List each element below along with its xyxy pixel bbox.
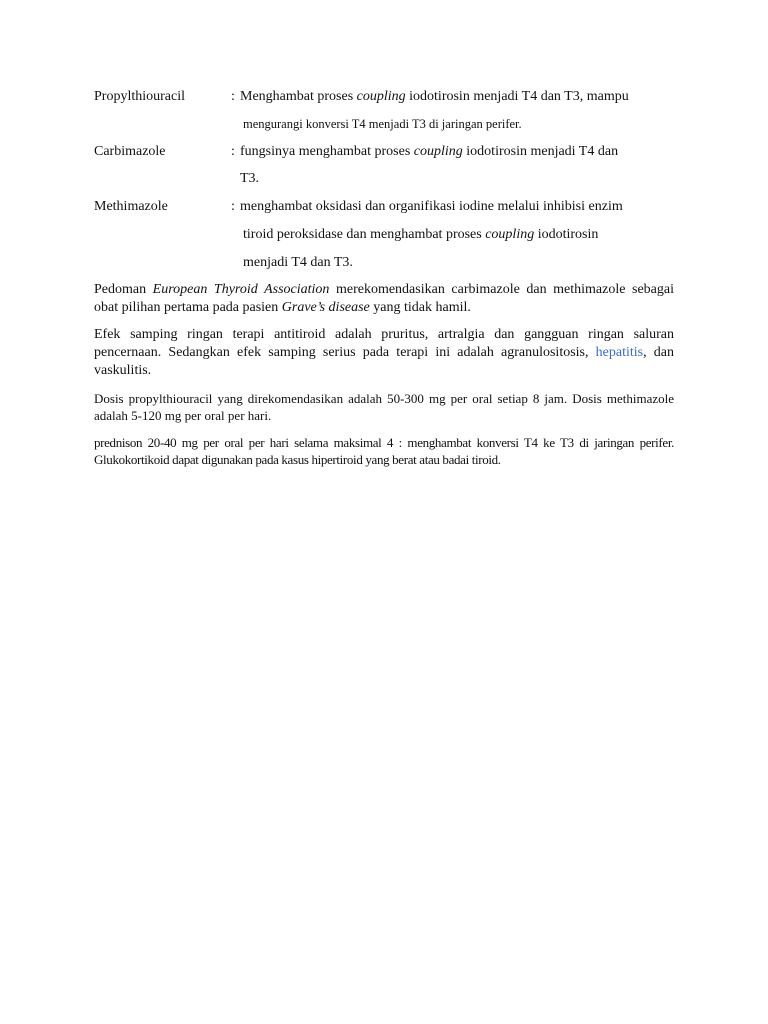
- drug-name: Methimazole: [94, 199, 168, 214]
- drug-name: Carbimazole: [94, 144, 166, 159]
- drug-description-line: mengurangi konversi T4 menjadi T3 di jaringan perifer.: [243, 117, 522, 131]
- drug-description-line: fungsinya menghambat proses coupling iodotirosin menjadi T4 dan: [240, 144, 619, 159]
- colon: :: [231, 144, 235, 159]
- paragraph-side-effects: Efek samping ringan terapi antitiroid adalah pruritus, artralgia dan gangguan ringan saluran pencernaan. Sedangkan efek samping serius pada terapi ini adalah agranulositosis, hepatitis, dan vaskulitis.: [94, 327, 674, 378]
- drug-description-line: tiroid peroksidase dan menghambat proses coupling iodotirosin: [243, 227, 599, 242]
- drug-description-line: T3.: [240, 171, 260, 186]
- colon: :: [231, 199, 235, 214]
- paragraph-prednison: prednison 20-40 mg per oral per hari selama maksimal 4 : menghambat konversi T4 ke T3 di jaringan perifer. Glukokortikoid dapat digunakan pada kasus hipertiroid yang berat atau badai tiroid.: [94, 435, 674, 467]
- hepatitis-link[interactable]: hepatitis: [595, 345, 644, 360]
- paragraph-guideline: Pedoman European Thyroid Association merekomendasikan carbimazole dan methimazole sebagai obat pilihan pertama pada pasien Grave’s disease yang tidak hamil.: [94, 282, 674, 315]
- emphasis-term: coupling: [356, 89, 406, 104]
- drug-description-line: menghambat oksidasi dan organifikasi iodine melalui inhibisi enzim: [240, 199, 623, 214]
- drug-description-line: menjadi T4 dan T3.: [243, 255, 353, 270]
- drug-description-line: Menghambat proses coupling iodotirosin menjadi T4 dan T3, mampu: [240, 89, 629, 104]
- drug-name: Propylthiouracil: [94, 89, 185, 104]
- emphasis-term: coupling: [413, 144, 463, 159]
- emphasis-term: European Thyroid Association: [152, 282, 330, 297]
- colon: :: [231, 89, 235, 104]
- emphasis-term: Grave’s disease: [281, 300, 370, 315]
- emphasis-term: coupling: [485, 227, 535, 242]
- paragraph-dosage: Dosis propylthiouracil yang direkomendasikan adalah 50-300 mg per oral setiap 8 jam. Dosis methimazole adalah 5-120 mg per oral per hari.: [94, 391, 674, 423]
